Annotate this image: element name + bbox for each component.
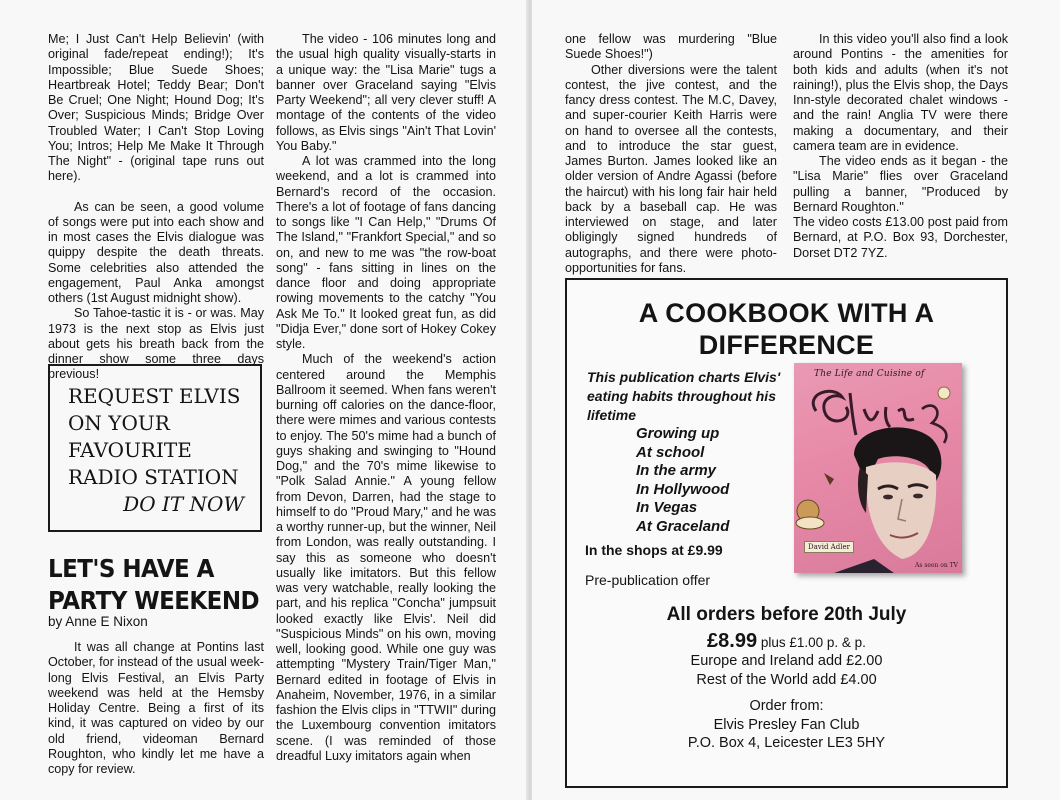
book-seen-on-tv: As seen on TV: [915, 562, 958, 569]
left-page: [0, 0, 528, 800]
column-3: [565, 32, 777, 275]
column-2: [276, 32, 496, 772]
advert-lead: This publication charts Elvis' eating habits throughout his lifetime: [587, 369, 781, 423]
advert-price-line: [567, 630, 1006, 653]
paragraph: The video costs £13.00 post paid from Bernard, at P.O. Box 93, Dorchester, Dorset DT2 7YZ.: [793, 215, 1008, 260]
request-line: RADIO STATION: [68, 465, 239, 489]
request-line: ON YOUR: [68, 411, 170, 435]
book-author: David Adler: [804, 541, 854, 553]
byline: by Anne E Nixon: [48, 614, 148, 629]
request-line: FAVOURITE: [68, 438, 192, 462]
advert-title-line: DIFFERENCE: [698, 330, 875, 360]
list-item: In Hollywood: [636, 480, 730, 498]
advert-orders-deadline: All orders before 20th July: [666, 604, 907, 625]
paragraph: one fellow was murdering "Blue Suede Shoes!"): [565, 32, 777, 62]
list-item: In Vegas: [636, 499, 698, 517]
fan-club-name: Elvis Presley Fan Club: [713, 716, 860, 733]
request-call-to-action: DO IT NOW: [123, 492, 244, 516]
article-headline: [48, 553, 260, 617]
headline-line: PARTY WEEKEND: [48, 586, 260, 615]
paragraph: Me; I Just Can't Help Believin' (with original fade/repeat ending!); It's Impossible; Blue Suede Shoes; Heartbreak Hotel; Teddy Bear; Don't Be Cruel; One Night; Hound Dog; It's Over; Suspicious Minds; Bridge Over Troubled Water; I Can't Stop Loving You; Intros; Help Me Make It Through The Night" - (original tape runs out here).: [48, 32, 264, 184]
paragraph: The video ends as it began - the "Lisa Marie" flies over Graceland pulling a banner, "Produced by Bernard Roughton.": [793, 154, 1008, 214]
list-item: Growing up: [636, 425, 720, 442]
paragraph: It was all change at Pontins last October, for instead of the usual week-long Elvis Festival, an Elvis Party weekend was held at the Hemsby Holiday Centre. Being a first of its kind, it was captured on video by our old friend, videoman Bernard Roughton, who kindly let me have a copy for review.: [48, 640, 264, 776]
advert-europe-surcharge: Europe and Ireland add £2.00: [690, 653, 883, 669]
advert-title: [567, 297, 1006, 361]
column-1-article: [48, 640, 264, 790]
order-from-label: Order from:: [749, 698, 824, 714]
paragraph: The video - 106 minutes long and the usual high quality visually-starts in a unique way: the "Lisa Marie" tugs a banner over Graceland saying "Elvis Party Weekend"; all very clever stuff! A montage of the contents of the video follows, as Elvis sings "Ain't That Lovin' You Baby.": [276, 32, 496, 153]
advert-postage: plus £1.00 p. & p.: [757, 635, 866, 650]
paragraph: Other diversions were the talent contest, the jive contest, and the fancy dress contest. The M.C, Davey, and super-courier Keith Harris were on hand to oversee all the contests, and to introduce the star guest, James Burton. James looked like an older version of Andre Agassi (before the haircut) with his long fair hair held back by a baseball cap. He was interviewed on stage, and later obligingly signed hundreds of autographs, and there were photo-opportunities for fans.: [565, 62, 777, 275]
paragraph: As can be seen, a good volume of songs were put into each show and in most cases the Elvis dialogue was quippy despite the death threats. Some celebrities also attended the engagement, Paul Anka amongst others (1st August midnight show).: [48, 199, 264, 305]
paragraph: So Tahoe-tastic it is - or was. May 1973 is the next stop as Elvis just about gets his breath back from the dinner show some three days previous!: [48, 306, 264, 382]
paragraph: Much of the weekend's action centered around the Memphis Ballroom it seemed. When fans weren't burning off calories on the dance-floor, there were mimes and various contests to enjoy. The 50's mime had a bunch of guys shaking and swinging to "Hound Dog," and the 70's mime likewise to "Polk Salad Annie." A young fellow from Devon, Darren, had the stage to himself to do "Proud Mary," and he was a worthy runner-up, but the winner, Neil from London, was really outstanding. I say this as someone who doesn't usually like imitators. But this fellow was very watchable, really looking the part, and his replica "Concha" jumpsuit looked exactly like Elvis'. Neil did "Suspicious Minds" on his own, moving well, looking good. While one guy was attempting "Mystery Train/Tiger Man," Bernard edited in footage of Elvis in Anaheim, November, 1976, in a similar fashion the Elvis clips in "TTWII" during the Luxembourg convention imitators scene. (I was reminded of those dreadful Luxy imitators again when: [276, 352, 496, 763]
book-cover-image: [794, 363, 962, 573]
column-1: [48, 32, 264, 382]
paragraph: In this video you'll also find a look around Pontins - the amenities for both kids and adults (when it's not raining!), plus the Elvis shop, the Days Inn-style decorated chalet windows - and the rain! Anglia TV were there making a documentary, and their camera team are in evidence.: [793, 32, 1008, 153]
headline-line: LET'S HAVE A: [48, 554, 214, 583]
paragraph: A lot was crammed into the long weekend, and a lot is crammed into Bernard's record of the occasion. There's a lot of footage of fans dancing to songs like "I Can Help," "Drums Of The Island," "Frankfort Special," and so on, and new to me was "the row-boat song" - fans sitting in lines on the dance floor and doing appropriate rowing movements to the catchy "You Ask Me To." It looked great fun, as did "Didja Ever," done sort of Hokey Cokey style.: [276, 154, 496, 351]
request-line: REQUEST ELVIS: [68, 384, 241, 408]
list-item: In the army: [636, 462, 717, 480]
column-4: [793, 32, 1008, 268]
advert-world-surcharge: Rest of the World add £4.00: [696, 672, 877, 688]
advert-price: £8.99: [707, 630, 758, 652]
list-item: At school: [636, 443, 705, 461]
advert-title-line: A COOKBOOK WITH A: [638, 298, 935, 328]
list-item: At Graceland: [636, 517, 730, 535]
request-elvis-box: [48, 364, 262, 532]
advert-order-address: [567, 697, 1006, 753]
advert-prepub: Pre-publication offer: [585, 572, 711, 588]
advert-list: [636, 425, 729, 537]
book-subtitle: The Life and Cuisine of: [814, 369, 925, 379]
cookbook-advert: [565, 278, 1008, 788]
advert-shops-price: In the shops at £9.99: [585, 542, 723, 558]
fan-club-address: P.O. Box 4, Leicester LE3 5HY: [687, 735, 886, 752]
